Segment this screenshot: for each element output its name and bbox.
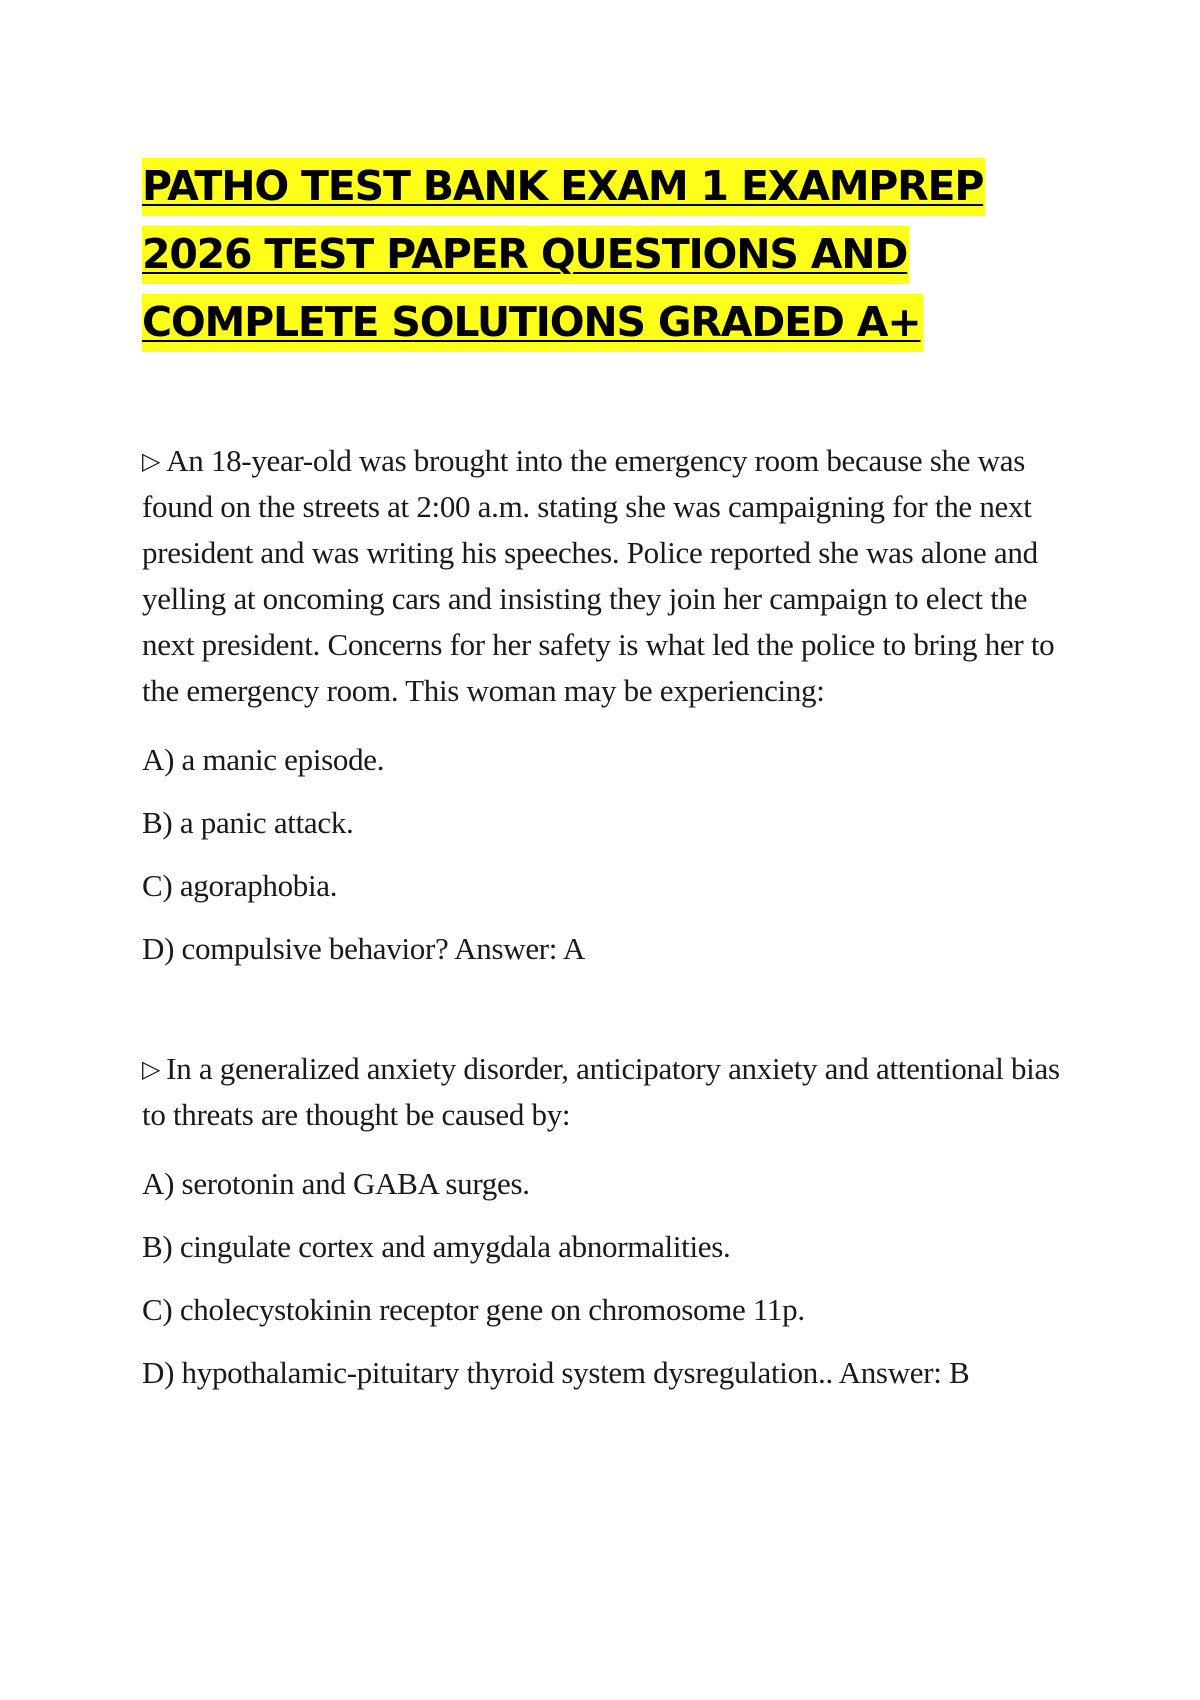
triangle-bullet-icon: ▷	[142, 1055, 161, 1083]
title-line: PATHO TEST BANK EXAM 1 EXAMPREP	[142, 152, 1042, 220]
question-stem	[142, 438, 1072, 714]
option-c: C) agoraphobia.	[142, 868, 338, 903]
document-title	[142, 152, 1042, 356]
option-c: C) cholecystokinin receptor gene on chromosome 11p.	[142, 1292, 805, 1327]
option-b: B) a panic attack.	[142, 805, 354, 840]
question-text: In a generalized anxiety disorder, anticipatory anxiety and attentional bias to threats are thought be caused by:	[142, 1051, 1060, 1132]
option-d: D) compulsive behavior? Answer: A	[142, 931, 585, 966]
title-line: COMPLETE SOLUTIONS GRADED A+	[142, 288, 1042, 356]
question-text: An 18-year-old was brought into the emergency room because she was found on the streets at 2:00 a.m. stating she was campaigning for the next president and was writing his speeches. Police reported she was alone and yelling at oncoming cars and insisting they join her campaign to elect the next president. Concerns for her safety is what led the police to bring her to the emergency room. This woman may be experiencing:	[142, 443, 1055, 708]
title-line: 2026 TEST PAPER QUESTIONS AND	[142, 220, 1042, 288]
question-2	[142, 1046, 1072, 1404]
answer-options	[142, 728, 1072, 980]
option-d: D) hypothalamic-pituitary thyroid system dysregulation.. Answer: B	[142, 1355, 970, 1390]
triangle-bullet-icon: ▷	[142, 447, 161, 475]
option-a: A) serotonin and GABA surges.	[142, 1166, 530, 1201]
question-1	[142, 438, 1072, 980]
answer-options	[142, 1152, 1072, 1404]
option-b: B) cingulate cortex and amygdala abnormalities.	[142, 1229, 731, 1264]
question-stem	[142, 1046, 1072, 1138]
option-a: A) a manic episode.	[142, 742, 385, 777]
